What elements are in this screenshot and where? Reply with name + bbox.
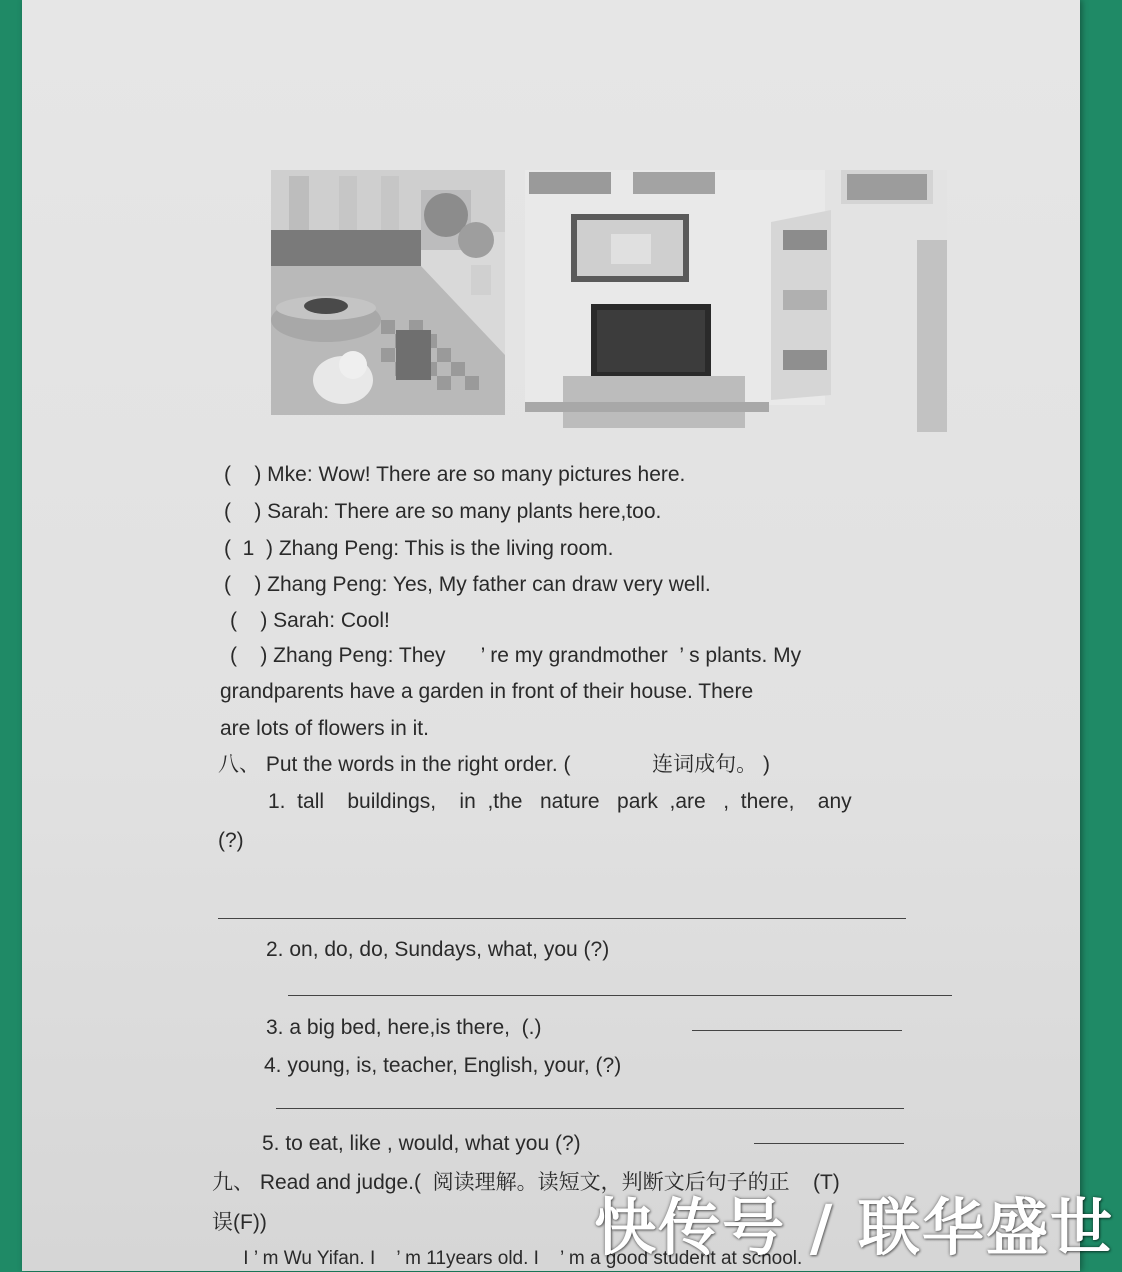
section-9-heading-cont: 误(F)) — [212, 1211, 267, 1234]
answer-line-4 — [276, 1108, 904, 1109]
dialogue-line-1: ( ) Mke: Wow! There are so many pictures here. — [224, 463, 686, 486]
answer-line-2 — [288, 995, 952, 996]
dialogue-line-7: grandparents have a garden in front of their house. There — [220, 680, 754, 703]
section-9-heading: 九、 Read and judge.( 阅读理解。读短文，判断文后句子的正 (T) — [212, 1171, 840, 1194]
dialogue-line-3: ( 1 ) Zhang Peng: This is the living room. — [224, 537, 614, 560]
section-8-heading: 八、 Put the words in the right order. ( 连词成句。 ) — [218, 753, 770, 776]
question-2-words: 2. on, do, do, Sundays, what, you (?) — [266, 938, 610, 961]
answer-line-3 — [692, 1030, 902, 1031]
question-1-words: 1. tall buildings, in ,the nature park ,are , there, any — [268, 790, 852, 813]
section-9-passage: I ’ m Wu Yifan. I ’ m 11years old. I ’ m a good student at school. — [238, 1248, 803, 1269]
living-room-illustration — [271, 170, 947, 432]
dialogue-line-6: ( ) Zhang Peng: They ’ re my grandmother ’ s plants. My — [230, 644, 802, 667]
dialogue-line-8: are lots of flowers in it. — [220, 717, 429, 740]
answer-line-1 — [218, 918, 906, 919]
dialogue-line-5: ( ) Sarah: Cool! — [230, 609, 390, 632]
answer-line-5 — [754, 1143, 904, 1144]
watermark-logo: 快传号 / 联华盛世 — [594, 1191, 1114, 1264]
question-3-words: 3. a big bed, here,is there, (.) — [266, 1016, 542, 1039]
question-5-words: 5. to eat, like , would, what you (?) — [262, 1132, 581, 1155]
question-4-words: 4. young, is, teacher, English, your, (?) — [264, 1054, 622, 1077]
question-1-punct: (?) — [218, 829, 244, 852]
dialogue-line-2: ( ) Sarah: There are so many plants here,too. — [224, 500, 662, 523]
dialogue-line-4: ( ) Zhang Peng: Yes, My father can draw very well. — [224, 573, 711, 596]
